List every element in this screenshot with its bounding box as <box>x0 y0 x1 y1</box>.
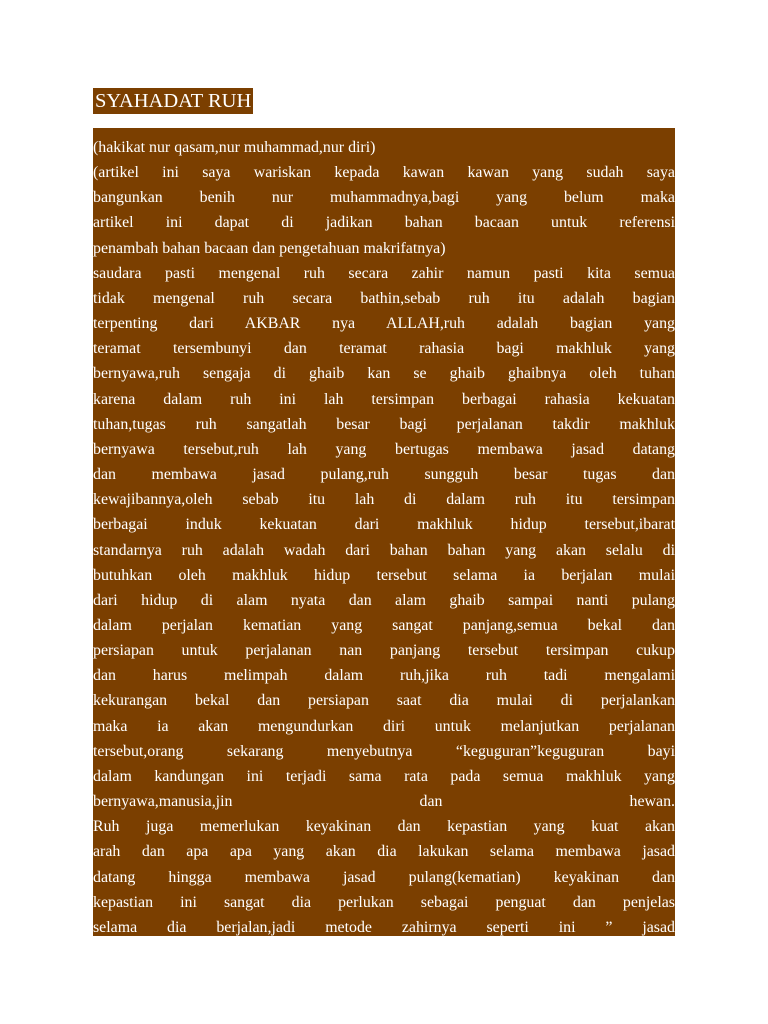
text-line: bernyawa,manusia,jin dan hewan. <box>93 793 675 811</box>
text-line: penambah bahan bacaan dan pengetahuan makrifatnya) <box>93 239 446 257</box>
text-line: datang hingga membawa jasad pulang(kematian) keyakinan dan <box>93 868 675 886</box>
text-line: dalam kandungan ini terjadi sama rata pada semua makhluk yang <box>93 767 675 785</box>
text-line: (hakikat nur qasam,nur muhammad,nur diri) <box>93 139 376 156</box>
text-line: berbagai induk kekuatan dari makhluk hidup tersebut,ibarat <box>93 516 675 534</box>
text-line: maka ia akan mengundurkan diri untuk melanjutkan perjalanan <box>93 717 675 735</box>
text-line: teramat tersembunyi dan teramat rahasia bagi makhluk yang <box>93 340 675 358</box>
text-line: bernyawa tersebut,ruh lah yang bertugas membawa jasad datang <box>93 440 675 458</box>
text-line: arah dan apa apa yang akan dia lakukan selama membawa jasad <box>93 843 675 861</box>
text-line: persiapan untuk perjalanan nan panjang tersebut tersimpan cukup <box>93 642 675 660</box>
body-text <box>93 128 675 936</box>
text-line: saudara pasti mengenal ruh secara zahir namun pasti kita semua <box>93 264 675 282</box>
text-line: dan membawa jasad pulang,ruh sungguh besar tugas dan <box>93 466 675 484</box>
text-line: tuhan,tugas ruh sangatlah besar bagi perjalanan takdir makhluk <box>93 415 675 433</box>
text-line: tidak mengenal ruh secara bathin,sebab ruh itu adalah bagian <box>93 289 675 307</box>
text-line: selama dia berjalan,jadi metode zahirnya seperti ini ” jasad <box>93 918 675 936</box>
text-line: dalam perjalan kematian yang sangat panjang,semua bekal dan <box>93 616 675 634</box>
text-line: dari hidup di alam nyata dan alam ghaib sampai nanti pulang <box>93 591 675 609</box>
text-line: bernyawa,ruh sengaja di ghaib kan se ghaib ghaibnya oleh tuhan <box>93 365 675 383</box>
text-line: standarnya ruh adalah wadah dari bahan bahan yang akan selalu di <box>93 541 675 559</box>
document-body <box>93 128 675 936</box>
document-title: SYAHADAT RUH <box>95 90 252 112</box>
text-line: dan harus melimpah dalam ruh,jika ruh tadi mengalami <box>93 667 675 685</box>
text-line: kewajibannya,oleh sebab itu lah di dalam ruh itu tersimpan <box>93 491 675 509</box>
text-line: Ruh juga memerlukan keyakinan dan kepastian yang kuat akan <box>93 818 675 836</box>
text-line: karena dalam ruh ini lah tersimpan berbagai rahasia kekuatan <box>93 390 675 408</box>
text-line: tersebut,orang sekarang menyebutnya “keguguran”keguguran bayi <box>93 742 675 760</box>
text-line: artikel ini dapat di jadikan bahan bacaan untuk referensi <box>93 214 675 232</box>
text-line: terpenting dari AKBAR nya ALLAH,ruh adalah bagian yang <box>93 315 675 333</box>
text-line: (artikel ini saya wariskan kepada kawan kawan yang sudah saya <box>93 164 675 182</box>
text-line: kepastian ini sangat dia perlukan sebagai penguat dan penjelas <box>93 893 675 911</box>
text-line: butuhkan oleh makhluk hidup tersebut selama ia berjalan mulai <box>93 566 675 584</box>
text-line: bangunkan benih nur muhammadnya,bagi yang belum maka <box>93 189 675 207</box>
text-line: kekurangan bekal dan persiapan saat dia mulai di perjalankan <box>93 692 675 710</box>
